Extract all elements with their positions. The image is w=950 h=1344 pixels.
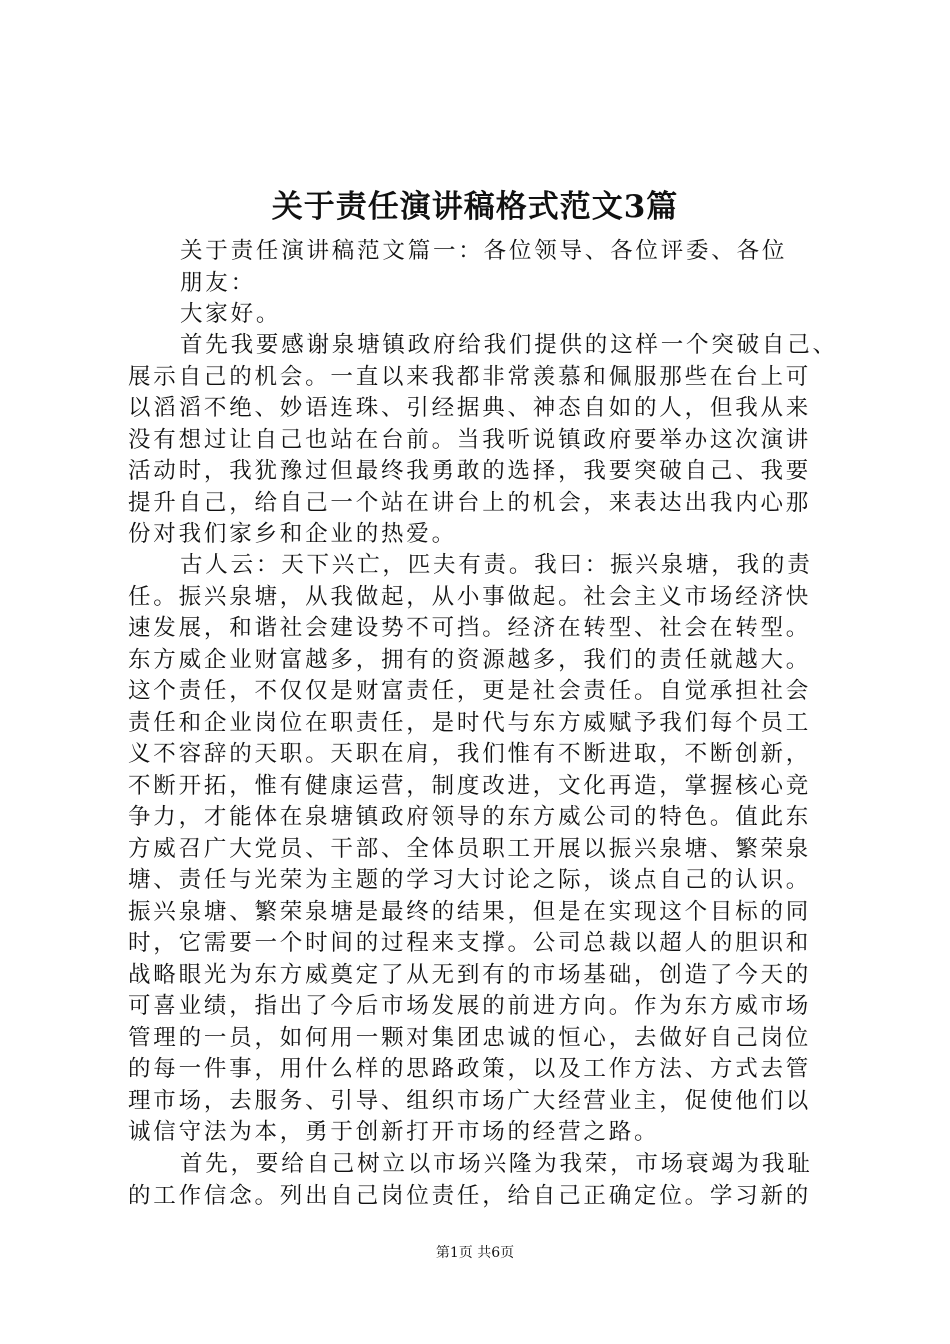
- body-paragraph-3: [128, 1149, 848, 1212]
- text-line: 的工作信念。列出自己岗位责任，给自己正确定位。学习新的: [128, 1182, 812, 1209]
- text-line: 方威召广大党员、干部、全体员职工开展以振兴泉塘、繁荣泉: [128, 835, 812, 862]
- text-line: 朋友：: [180, 269, 256, 296]
- text-line: 没有想过让自己也站在台前。当我听说镇政府要举办这次演讲: [128, 426, 812, 453]
- text-line: 任。振兴泉塘，从我做起，从小事做起。社会主义市场经济快: [128, 583, 812, 610]
- text-line: 以滔滔不绝、妙语连珠、引经据典、神态自如的人，但我从来: [128, 395, 812, 421]
- intro-block: [128, 236, 848, 331]
- text-line: 义不容辞的天职。天职在肩，我们惟有不断进取，不断创新，: [128, 741, 812, 767]
- body-paragraph-2: [128, 550, 848, 1149]
- text-line: 首先我要感谢泉塘镇政府给我们提供的这样一个突破自己、: [180, 332, 838, 358]
- text-line: 古人云：天下兴亡，匹夫有责。我曰：振兴泉塘，我的责: [180, 552, 813, 578]
- text-line: 关于责任演讲稿范文篇一：各位领导、各位评委、各位: [180, 238, 788, 264]
- text-line: 振兴泉塘、繁荣泉塘是最终的结果，但是在实现这个目标的同: [128, 898, 812, 925]
- document-title: 关于责任演讲稿格式范文3篇: [271, 189, 679, 225]
- text-line: 的每一件事，用什么样的思路政策，以及工作方法、方式去管: [128, 1056, 812, 1082]
- body-paragraph-1: [128, 330, 848, 551]
- text-line: 理市场，去服务、引导、组织市场广大经营业主，促使他们以: [128, 1087, 812, 1114]
- text-line: 时，它需要一个时间的过程来支撑。公司总裁以超人的胆识和: [128, 930, 812, 956]
- text-line: 这个责任，不仅仅是财富责任，更是社会责任。自觉承担社会: [128, 678, 812, 704]
- text-line: 可喜业绩，指出了今后市场发展的前进方向。作为东方威市场: [128, 993, 812, 1019]
- text-line: 东方威企业财富越多，拥有的资源越多，我们的责任就越大。: [128, 646, 812, 673]
- text-line: 责任和企业岗位在职责任，是时代与东方威赋予我们每个员工: [128, 709, 812, 736]
- text-line: 活动时，我犹豫过但最终我勇敢的选择，我要突破自己、我要: [128, 458, 812, 484]
- text-line: 诚信守法为本，勇于创新打开市场的经营之路。: [128, 1119, 660, 1145]
- page-footer: 第1页 共6页: [435, 1245, 515, 1261]
- text-line: 速发展，和谐社会建设势不可挡。经济在转型、社会在转型。: [128, 615, 812, 641]
- text-line: 争力，才能体在泉塘镇政府领导的东方威公司的特色。值此东: [128, 804, 812, 830]
- text-line: 提升自己，给自己一个站在讲台上的机会，来表达出我内心那: [128, 489, 812, 516]
- text-line: 管理的一员，如何用一颗对集团忠诚的恒心，去做好自己岗位: [128, 1024, 812, 1051]
- text-line: 展示自己的机会。一直以来我都非常羡慕和佩服那些在台上可: [128, 363, 812, 390]
- text-line: 战略眼光为东方威奠定了从无到有的市场基础，创造了今天的: [128, 961, 812, 988]
- text-line: 大家好。: [180, 301, 282, 327]
- text-line: 首先，要给自己树立以市场兴隆为我荣，市场衰竭为我耻: [180, 1151, 813, 1177]
- text-line: 份对我们家乡和企业的热爱。: [128, 521, 457, 547]
- text-line: 不断开拓，惟有健康运营，制度改进，文化再造，掌握核心竞: [128, 772, 812, 799]
- text-line: 塘、责任与光荣为主题的学习大讨论之际，谈点自己的认识。: [128, 867, 812, 893]
